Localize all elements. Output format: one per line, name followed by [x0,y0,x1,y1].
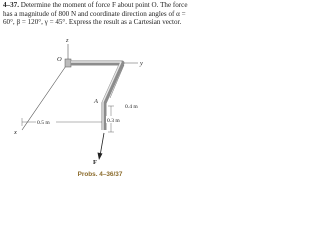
force-f-label: F [93,159,97,166]
point-o-label: O [57,56,62,63]
force-arrow-head [98,153,103,161]
x-axis-label: x [14,129,17,136]
figure-caption: Probs. 4–36/37 [77,171,123,178]
y-axis-label: y [140,60,143,67]
point-a-label: A [94,98,98,105]
dim-03-label: 0.3 m [107,118,120,124]
z-axis-label: z [66,37,69,44]
dim-04-label: 0.4 m [125,104,138,110]
force-arrow-shaft [100,133,104,156]
wall-mount [65,59,71,67]
pipe-figure [0,34,200,172]
dim-05-label: 0.5 m [37,120,50,126]
problem-statement: Determine the moment of force F about point O. The force has a magnitude of 800 N and coordinate direction angles of α = 60°, β = 120°, γ = 45°. Express the result as a Cartesian vector. [3,1,188,27]
problem-number: 4–37. [3,1,19,9]
problem-text [3,1,197,27]
